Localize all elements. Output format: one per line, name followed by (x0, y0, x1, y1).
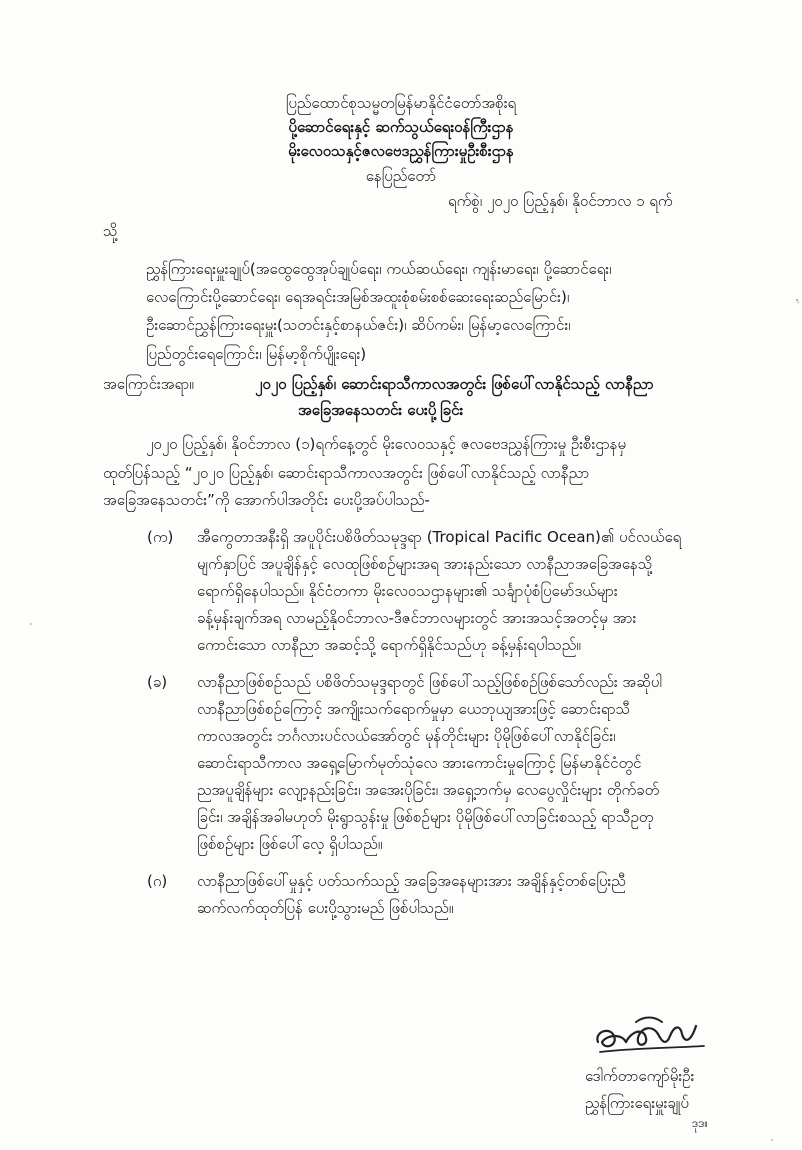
recipient-line: ညွှန်ကြားရေးမှူးချုပ်(အထွေထွေအုပ်ချုပ်ရေး၊ ကယ်ဆယ်ရေး၊ ကျန်းမာရေး၊ ပို့ဆောင်ရေး၊ (146, 260, 612, 278)
signatory-initials: ဒုဒ။ (692, 1116, 709, 1130)
item-line: ဆောင်းရာသီကာလ အရှေ့မြောက်မုတ်သုံလေ အားကောင်းမှုကြောင့် မြန်မာနိုင်ငံတွင် (197, 754, 642, 772)
item-number: (ခ) (147, 673, 168, 691)
to-label: သို့ (103, 222, 118, 240)
item-line: ညအပူချိန်များ လျော့နည်းခြင်း၊ အအေးပိုခြင်း၊ အရှေ့ဘက်မှ လေပွေလှိုင်းများ တိုက်ခတ် (197, 781, 660, 799)
ministry-title: ပို့ဆောင်ရေးနှင့် ဆက်သွယ်ရေးဝန်ကြီးဌာန (288, 118, 514, 136)
item-line: ဖြစ်စဉ်များ ဖြစ်ပေါ်လေ့ ရှိပါသည်။ (197, 835, 383, 853)
subject-label: အကြောင်းအရာ။ (103, 375, 194, 393)
intro-line: အခြေအနေသတင်း”ကို အောက်ပါအတိုင်း ပေးပို့အပ်ပါသည်- (103, 491, 430, 509)
intro-line: ၂၀၂၀ ပြည့်နှစ်၊ နိုဝင်ဘာလ (၁)ရက်နေ့တွင် မိုးလေဝသနှင့် ဇလဗေဒညွှန်ကြားမှု ဦးစီးဌာနမှ (146, 435, 627, 453)
item-line: အီကွေတာအနီးရှိ အပူပိုင်းပစိဖိတ်သမုဒ္ဒရာ (Tropical Pacific Ocean)၏ ပင်လယ်ရေ (197, 528, 682, 546)
location-title: နေပြည်တော် (365, 167, 437, 185)
recipient-line: ပြည်တွင်းရေကြောင်း၊ မြန်မာ့စိုက်ပျိုးရေး) (146, 345, 367, 363)
recipient-line: လေကြောင်းပို့ဆောင်ရေး၊ ရေအရင်းအမြစ်အထူးစုံစမ်းစစ်ဆေးရေးဆည်မြောင်း)၊ (146, 288, 570, 306)
item-number: (က) (147, 528, 174, 546)
item-line: ရောက်ရှိနေပါသည်။ နိုင်ငံတကာ မိုးလေဝသဌာနများ၏ သင်္ချာပုံစံပြမော်ဒယ်များ (197, 582, 618, 600)
document-date: ရက်စွဲ၊ ၂၀၂၀ ပြည့်နှစ်၊ နိုဝင်ဘာလ ၁ ရက် (448, 192, 673, 210)
signatory-title: ညွှန်ကြားရေးမှူးချုပ် (585, 1094, 689, 1112)
subject-line: ၂၀၂၀ ပြည့်နှစ်၊ ဆောင်းရာသီကာလအတွင်း ဖြစ်ပေါ်လာနိုင်သည့် လာနီညာ (255, 375, 654, 393)
subject-line: အခြေအနေသတင်း ပေးပို့ခြင်း (298, 401, 464, 419)
department-title: မိုးလေဝသနှင့်ဇလဗေဒညွှန်ကြားမှုဦးစီးဌာန (288, 142, 514, 160)
item-line: ခန့်မှန်းချက်အရ လာမည့်နိုဝင်ဘာလ-ဒီဇင်ဘာလများတွင် အားအသင့်အတင့်မှ အား (197, 609, 637, 627)
item-line: လာနီညာဖြစ်စဉ်သည် ပစိဖိတ်သမုဒ္ဒရာတွင် ဖြစ်ပေါ်သည့်ဖြစ်စဉ်ဖြစ်သော်လည်း အဆိုပါ (197, 673, 662, 691)
government-title: ပြည်ထောင်စုသမ္မတမြန်မာနိုင်ငံတော်အစိုးရ (285, 94, 517, 112)
intro-line: ထုတ်ပြန်သည့် “၂၀၂၀ ပြည့်နှစ်၊ ဆောင်းရာသီကာလအတွင်း ဖြစ်ပေါ်လာနိုင်သည့် လာနီညာ (103, 464, 590, 482)
item-number: (ဂ) (147, 872, 168, 890)
item-line: လာနီညာဖြစ်စဉ်ကြောင့် အကျိုးသက်ရောက်မှုမှာ ယေဘုယျအားဖြင့် ဆောင်းရာသီ (197, 700, 631, 718)
item-line: ကောင်းသော လာနီညာ အဆင့်သို့ ရောက်ရှိနိုင်သည်ဟု ခန့်မှန်းရပါသည်။ (197, 636, 581, 654)
item-line: မျက်နှာပြင် အပူချိန်နှင့် လေထုဖြစ်စဉ်များအရ အားနည်းသော လာနီညာအခြေအနေသို့ (197, 555, 653, 573)
item-line: လာနီညာဖြစ်ပေါ်မှုနှင့် ပတ်သက်သည့် အခြေအနေများအား အချိန်နှင့်တစ်ပြေးညီ (197, 872, 626, 890)
item-line: ခြင်း၊ အချိန်အခါမဟုတ် မိုးရွာသွန်းမှု ဖြစ်စဉ်များ ပိုမိုဖြစ်ပေါ်လာခြင်းစသည့် ရာသီဥတု (197, 808, 654, 826)
signatory-name: ဒေါက်တာကျော်မိုးဦး (585, 1067, 695, 1085)
item-line: ကာလအတွင်း ဘင်္ဂလားပင်လယ်အော်တွင် မုန်တိုင်းများ ပိုမိုဖြစ်ပေါ်လာနိုင်ခြင်း၊ (197, 727, 616, 745)
recipient-line: ဦးဆောင်ညွှန်ကြားရေးမှူး(သတင်းနှင့်စာနယ်ဇင်း)၊ ဆိပ်ကမ်း၊ မြန်မာ့လေကြောင်း၊ (146, 316, 571, 334)
item-line: ဆက်လက်ထုတ်ပြန် ပေးပို့သွားမည် ဖြစ်ပါသည်။ (197, 899, 454, 917)
